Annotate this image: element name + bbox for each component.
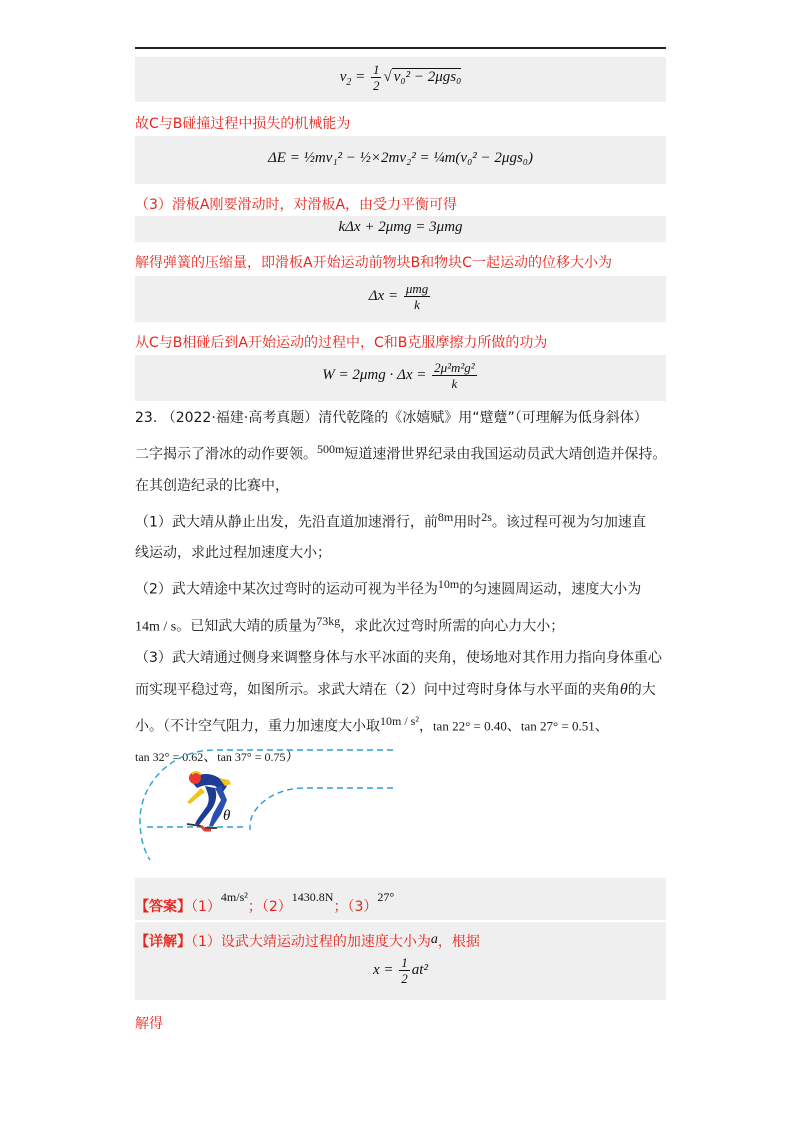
detail-text-a: （1）设武大靖运动过程的加速度大小为: [191, 934, 431, 950]
eq1-radicand: v₀² − 2μgs₀: [393, 68, 462, 85]
answer-p1: （1）: [191, 899, 221, 915]
detail-variable: a: [430, 932, 438, 947]
loss-statement: 故C与B碰撞过程中损失的机械能为: [135, 116, 351, 132]
problem-line-9: 而实现平稳过弯，如图所示。求武大靖在（2）问中过弯时身体与水平面的夹角θ的大: [135, 680, 656, 698]
eq1-sub: 2: [346, 76, 352, 88]
eq4-fraction: [404, 281, 430, 312]
problem-line-8: （3）武大靖通过侧身来调整身体与水平冰面的夹角，使场地对其作用力指向身体重心: [135, 649, 662, 666]
compress-statement: 解得弹簧的压缩量，即滑板A开始运动前物块B和物块C一起运动的位移大小为: [135, 255, 612, 271]
eq1-den: 2: [372, 78, 380, 93]
part3-statement: （3）滑板A刚要滑动时，对滑板A，由受力平衡可得: [135, 197, 458, 213]
eq6-den: 2: [401, 971, 408, 986]
eq1-lhs: v: [339, 68, 347, 85]
problem-line-6: （2）武大靖途中某次过弯时的运动可视为半径为10m的匀速圆周运动，速度大小为: [135, 577, 642, 598]
problem-line-7: 14m / s。已知武大靖的质量为73kg，求此次过弯时所需的向心力大小；: [135, 613, 565, 635]
eq4-den: k: [414, 297, 420, 312]
eq5-lhs: W = 2μmg · Δx =: [322, 366, 427, 383]
answer-value-3: 27°: [377, 890, 395, 904]
skater-figure: [135, 740, 405, 865]
problem-line-10: 小。（不计空气阻力，重力加速度大小取10m / s²，tan 22° = 0.40、tan 27° = 0.51、: [135, 713, 609, 735]
eq1-equals: =: [355, 68, 366, 85]
inner-track-curve: [250, 788, 393, 830]
detail-line: [135, 931, 480, 951]
eq6-num: 1: [401, 955, 408, 970]
eq6-lhs: x =: [373, 961, 394, 978]
answer-line: [135, 890, 394, 916]
eq6-rhs: at²: [411, 961, 428, 978]
eq4-lhs: Δx =: [368, 287, 399, 304]
problem-line-1: 23. （2022·福建·高考真题）清代乾隆的《冰嬉赋》用“躄躠”（可理解为低身斜体）: [135, 410, 648, 426]
equation-delta-e: ΔE = ½mv₁² − ½×2mv₂² = ¼m(v₀² − 2μgs₀): [267, 150, 533, 166]
eq1-num: 1: [372, 62, 380, 77]
theta-label: θ: [223, 808, 231, 824]
equation-delta-x: [135, 281, 666, 312]
header-rule: [135, 47, 666, 49]
eq5-den: k: [451, 376, 458, 391]
equation-work: [135, 360, 666, 391]
answer-sep-2: ；（3）: [333, 899, 378, 915]
eq4-num: μmg: [405, 281, 429, 296]
equation-v2: $v_2$ = $\frac{1}{2}$ √ v₀² − 2μgs₀: [339, 62, 462, 93]
equation-kinematics: [135, 955, 666, 986]
problem-statement: [135, 403, 675, 773]
eq5-num: 2μ²m²g²: [434, 360, 475, 375]
answer-sep-1: ；（2）: [247, 899, 292, 915]
answer-tag: 【答案】: [135, 899, 191, 915]
work-statement: 从C与B相碰后到A开始运动的过程中，C和B克服摩擦力所做的功为: [135, 335, 548, 351]
eq6-fraction: [399, 955, 410, 986]
eq1-fraction: [371, 62, 382, 93]
answer-value-1: 4m/s²: [220, 890, 248, 904]
problem-line-3: 在其创造纪录的比赛中，: [135, 477, 289, 494]
equation-balance: kΔx + 2μmg = 3μmg: [338, 219, 463, 235]
detail-tag: 【详解】: [135, 934, 191, 950]
problem-line-2: 二字揭示了滑冰的动作要领。500m短道速滑世界纪录由我国运动员武大靖创造并保持。: [135, 442, 667, 463]
problem-line-5: 线运动，求此过程加速度大小；: [135, 545, 331, 562]
answer-value-2: 1430.8N: [291, 890, 334, 904]
outer-track-curve: [140, 750, 393, 860]
eq5-fraction: [432, 360, 477, 391]
detail-text-b: ，根据: [437, 934, 480, 950]
problem-line-4: （1）武大靖从静止出发，先沿直道加速滑行，前8m用时2s。该过程可视为匀加速直: [135, 509, 646, 531]
solve-label: 解得: [135, 1016, 163, 1032]
problem-line-11: tan 32° = 0.62、tan 37° = 0.75）: [135, 749, 300, 766]
